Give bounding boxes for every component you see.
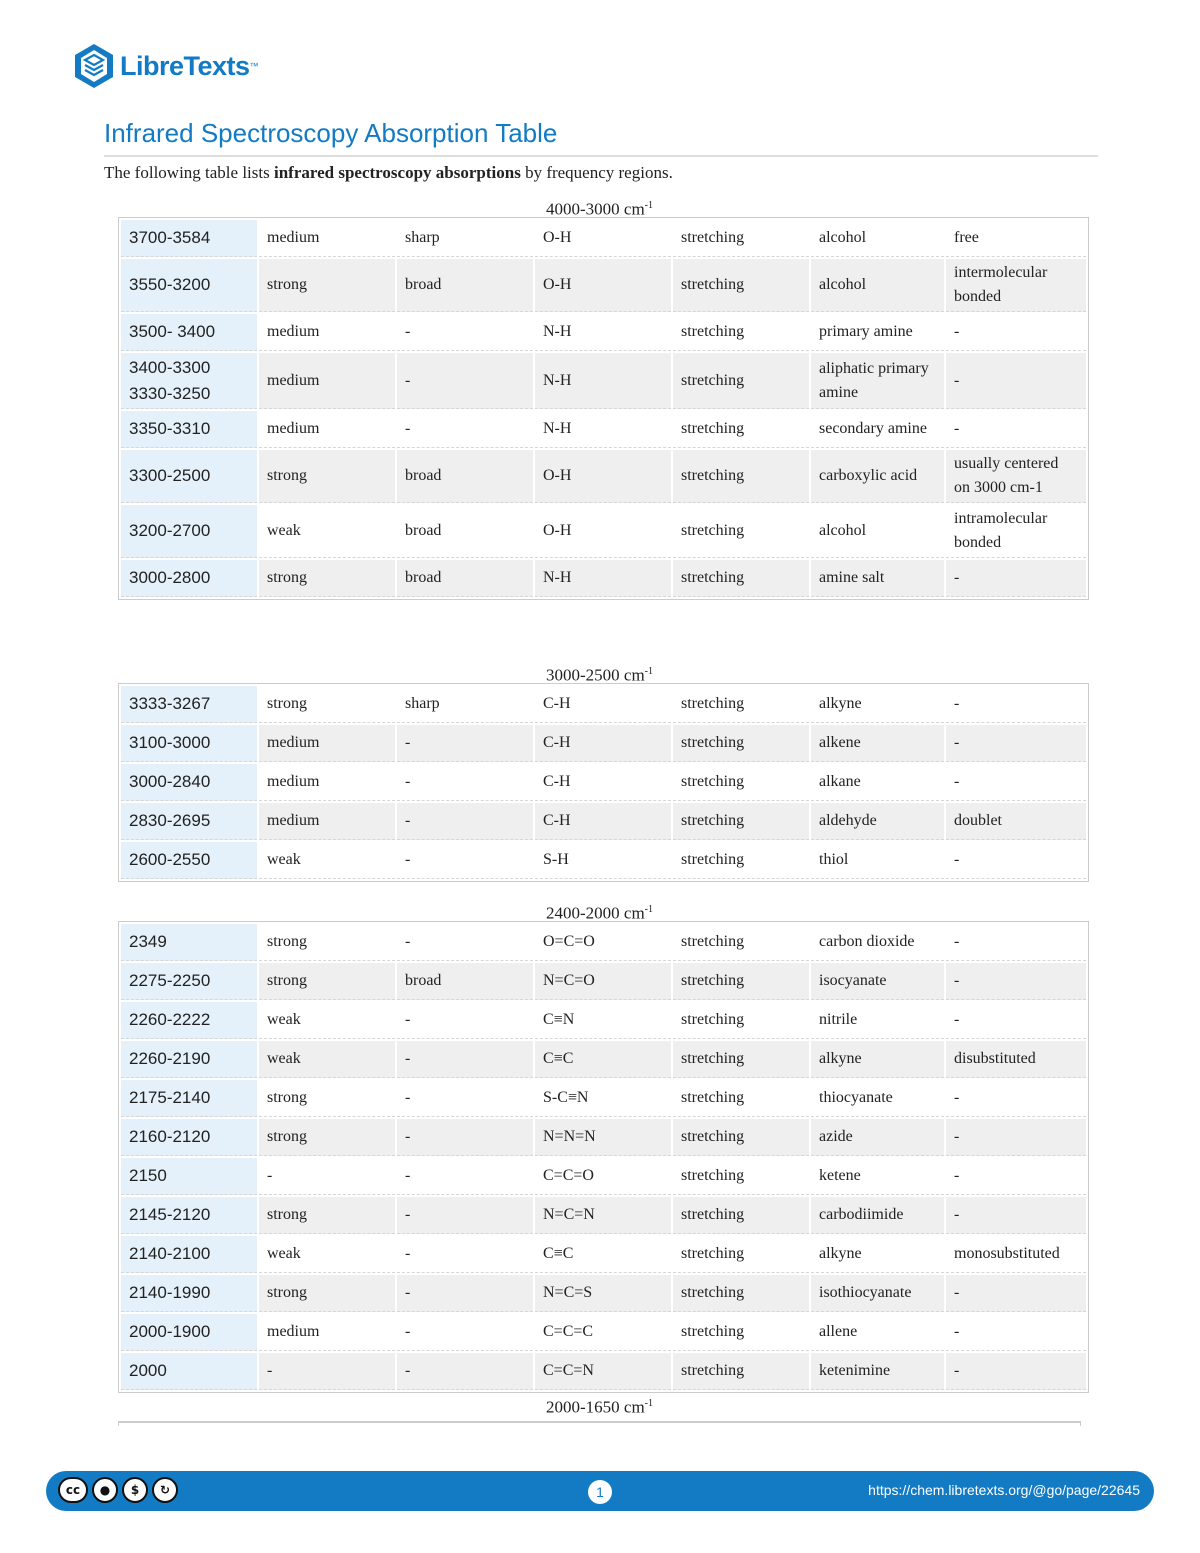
bond-cell: N-H: [535, 314, 671, 351]
compound-class-cell: thiol: [811, 842, 944, 879]
intro-before: The following table lists: [104, 163, 274, 182]
frequency-cell: 2175-2140: [121, 1080, 257, 1117]
table-row: [121, 259, 1086, 312]
caption-text: 2400-2000 cm: [545, 903, 645, 923]
comment-cell: free: [946, 220, 1086, 257]
bond-cell: C-H: [535, 803, 671, 840]
intensity-cell: strong: [259, 963, 395, 1000]
frequency-cell: 2830-2695: [121, 803, 257, 840]
table-section-3: [118, 899, 1081, 1393]
compound-class-cell: aldehyde: [811, 803, 944, 840]
compound-class-cell: allene: [811, 1314, 944, 1351]
shape-cell: -: [397, 924, 533, 961]
shape-cell: -: [397, 842, 533, 879]
caption-sup: -1: [644, 200, 654, 211]
compound-class-cell: secondary amine: [811, 411, 944, 448]
table-row: [121, 1002, 1086, 1039]
comment-cell: -: [946, 924, 1086, 961]
compound-class-cell: alcohol: [811, 259, 944, 312]
comment-cell: -: [946, 725, 1086, 762]
vibration-cell: stretching: [673, 505, 809, 558]
bond-cell: N-H: [535, 353, 671, 409]
table-row: [121, 1236, 1086, 1273]
comment-cell: -: [946, 1119, 1086, 1156]
frequency-cell: 3350-3310: [121, 411, 257, 448]
compound-class-cell: azide: [811, 1119, 944, 1156]
nc-icon: $: [122, 1477, 148, 1503]
compound-class-cell: carbodiimide: [811, 1197, 944, 1234]
table-row: [121, 1080, 1086, 1117]
frequency-cell: 2145-2120: [121, 1197, 257, 1234]
compound-class-cell: alcohol: [811, 220, 944, 257]
bond-cell: O-H: [535, 220, 671, 257]
vibration-cell: stretching: [673, 764, 809, 801]
comment-cell: -: [946, 1353, 1086, 1390]
table-row: [121, 963, 1086, 1000]
table-row: [121, 1158, 1086, 1195]
bond-cell: C≡C: [535, 1236, 671, 1273]
frequency-cell: 2000: [121, 1353, 257, 1390]
vibration-cell: stretching: [673, 686, 809, 723]
table-row: [121, 842, 1086, 879]
bond-cell: N=C=S: [535, 1275, 671, 1312]
shape-cell: broad: [397, 560, 533, 597]
compound-class-cell: isocyanate: [811, 963, 944, 1000]
license-badge[interactable]: [58, 1477, 178, 1503]
compound-class-cell: alcohol: [811, 505, 944, 558]
compound-class-cell: aliphatic primary amine: [811, 353, 944, 409]
shape-cell: -: [397, 1158, 533, 1195]
compound-class-cell: alkyne: [811, 686, 944, 723]
libretexts-logo[interactable]: [72, 40, 259, 92]
page-title: Infrared Spectroscopy Absorption Table: [104, 118, 1098, 157]
intensity-cell: strong: [259, 259, 395, 312]
frequency-cell: 2600-2550: [121, 842, 257, 879]
vibration-cell: stretching: [673, 725, 809, 762]
table-row: [121, 220, 1086, 257]
intensity-cell: strong: [259, 924, 395, 961]
comment-cell: -: [946, 1080, 1086, 1117]
frequency-cell: 3400-3300 3330-3250: [121, 353, 257, 409]
shape-cell: -: [397, 1197, 533, 1234]
shape-cell: -: [397, 725, 533, 762]
frequency-cell: 2140-1990: [121, 1275, 257, 1312]
vibration-cell: stretching: [673, 924, 809, 961]
intensity-cell: medium: [259, 1314, 395, 1351]
vibration-cell: stretching: [673, 450, 809, 503]
shape-cell: broad: [397, 450, 533, 503]
shape-cell: broad: [397, 963, 533, 1000]
bond-cell: N-H: [535, 560, 671, 597]
frequency-cell: 2160-2120: [121, 1119, 257, 1156]
caption-sup: -1: [644, 666, 654, 677]
bond-cell: N=C=O: [535, 963, 671, 1000]
compound-class-cell: amine salt: [811, 560, 944, 597]
intro-after: by frequency regions.: [520, 163, 673, 182]
bond-cell: C-H: [535, 686, 671, 723]
shape-cell: broad: [397, 505, 533, 558]
table-row: [121, 686, 1086, 723]
absorption-table: [118, 921, 1089, 1393]
frequency-cell: 3300-2500: [121, 450, 257, 503]
table-section-4: [118, 1393, 1081, 1415]
intensity-cell: medium: [259, 314, 395, 351]
bond-cell: S-H: [535, 842, 671, 879]
table-body: [121, 220, 1086, 597]
intro-bold: infrared spectroscopy absorptions: [273, 163, 521, 182]
intensity-cell: strong: [259, 686, 395, 723]
bond-cell: C≡C: [535, 1041, 671, 1078]
comment-cell: -: [946, 1314, 1086, 1351]
shape-cell: -: [397, 411, 533, 448]
absorption-table-continued: [118, 1421, 1081, 1426]
bond-cell: C=C=O: [535, 1158, 671, 1195]
intensity-cell: medium: [259, 764, 395, 801]
frequency-cell: 2000-1900: [121, 1314, 257, 1351]
table-row: [121, 803, 1086, 840]
comment-cell: -: [946, 353, 1086, 409]
vibration-cell: stretching: [673, 1236, 809, 1273]
table-row: [121, 411, 1086, 448]
libretexts-logo-icon: [72, 42, 116, 90]
vibration-cell: stretching: [673, 411, 809, 448]
vibration-cell: stretching: [673, 1314, 809, 1351]
frequency-cell: 2150: [121, 1158, 257, 1195]
by-icon: ●: [92, 1477, 118, 1503]
intensity-cell: weak: [259, 842, 395, 879]
compound-class-cell: alkyne: [811, 1041, 944, 1078]
bond-cell: N-H: [535, 411, 671, 448]
comment-cell: usually centered on 3000 cm-1: [946, 450, 1086, 503]
bond-cell: O-H: [535, 450, 671, 503]
comment-cell: intermolecular bonded: [946, 259, 1086, 312]
bond-cell: C≡N: [535, 1002, 671, 1039]
frequency-cell: 2260-2190: [121, 1041, 257, 1078]
vibration-cell: stretching: [673, 1158, 809, 1195]
bond-cell: N=N=N: [535, 1119, 671, 1156]
comment-cell: -: [946, 1197, 1086, 1234]
shape-cell: -: [397, 1002, 533, 1039]
vibration-cell: stretching: [673, 560, 809, 597]
bond-cell: C-H: [535, 725, 671, 762]
table-row: [121, 560, 1086, 597]
vibration-cell: stretching: [673, 1119, 809, 1156]
intensity-cell: medium: [259, 220, 395, 257]
shape-cell: -: [397, 1275, 533, 1312]
table-caption: [118, 195, 1081, 217]
frequency-cell: 2140-2100: [121, 1236, 257, 1273]
table-row: [121, 1353, 1086, 1390]
frequency-cell: 3550-3200: [121, 259, 257, 312]
caption-text: 3000-2500 cm: [545, 665, 645, 685]
compound-class-cell: alkene: [811, 725, 944, 762]
intensity-cell: -: [259, 1353, 395, 1390]
comment-cell: -: [946, 686, 1086, 723]
vibration-cell: stretching: [673, 1041, 809, 1078]
vibration-cell: stretching: [673, 314, 809, 351]
intensity-cell: weak: [259, 505, 395, 558]
table-caption: [118, 661, 1081, 683]
vibration-cell: stretching: [673, 1080, 809, 1117]
table-row: [121, 1275, 1086, 1312]
comment-cell: -: [946, 764, 1086, 801]
comment-cell: doublet: [946, 803, 1086, 840]
shape-cell: -: [397, 764, 533, 801]
compound-class-cell: thiocyanate: [811, 1080, 944, 1117]
shape-cell: -: [397, 1080, 533, 1117]
bond-cell: O-H: [535, 259, 671, 312]
shape-cell: -: [397, 1353, 533, 1390]
intensity-cell: medium: [259, 411, 395, 448]
shape-cell: sharp: [397, 686, 533, 723]
table-row: [121, 1041, 1086, 1078]
vibration-cell: stretching: [673, 803, 809, 840]
shape-cell: -: [397, 803, 533, 840]
frequency-cell: 3000-2840: [121, 764, 257, 801]
comment-cell: -: [946, 842, 1086, 879]
table-row: [121, 924, 1086, 961]
table-caption: [118, 899, 1081, 921]
intensity-cell: strong: [259, 450, 395, 503]
compound-class-cell: alkane: [811, 764, 944, 801]
vibration-cell: stretching: [673, 1275, 809, 1312]
shape-cell: -: [397, 314, 533, 351]
table-row: [121, 1197, 1086, 1234]
page-url-link[interactable]: https://chem.libretexts.org/@go/page/22645: [868, 1482, 1140, 1498]
table-row: [121, 1119, 1086, 1156]
shape-cell: -: [397, 353, 533, 409]
intensity-cell: strong: [259, 1275, 395, 1312]
bond-cell: S-C≡N: [535, 1080, 671, 1117]
absorption-table: [118, 217, 1089, 600]
shape-cell: sharp: [397, 220, 533, 257]
compound-class-cell: isothiocyanate: [811, 1275, 944, 1312]
vibration-cell: stretching: [673, 220, 809, 257]
table-caption: [118, 1393, 1081, 1415]
frequency-cell: 3000-2800: [121, 560, 257, 597]
caption-sup: -1: [644, 904, 654, 915]
compound-class-cell: ketenimine: [811, 1353, 944, 1390]
frequency-cell: 2260-2222: [121, 1002, 257, 1039]
intensity-cell: weak: [259, 1002, 395, 1039]
comment-cell: -: [946, 1002, 1086, 1039]
intensity-cell: medium: [259, 725, 395, 762]
bond-cell: O=C=O: [535, 924, 671, 961]
intensity-cell: -: [259, 1158, 395, 1195]
intro-paragraph: [104, 163, 673, 183]
compound-class-cell: primary amine: [811, 314, 944, 351]
table-row: [121, 505, 1086, 558]
frequency-cell: 3700-3584: [121, 220, 257, 257]
table-section-1: [118, 195, 1081, 600]
table-row: [121, 764, 1086, 801]
cc-icon: cc: [58, 1477, 88, 1503]
bond-cell: C=C=C: [535, 1314, 671, 1351]
absorption-table: [118, 683, 1089, 882]
bond-cell: C=C=N: [535, 1353, 671, 1390]
vibration-cell: stretching: [673, 259, 809, 312]
vibration-cell: stretching: [673, 842, 809, 879]
comment-cell: monosubstituted: [946, 1236, 1086, 1273]
comment-cell: -: [946, 1158, 1086, 1195]
frequency-cell: 3333-3267: [121, 686, 257, 723]
frequency-cell: 3500- 3400: [121, 314, 257, 351]
bond-cell: N=C=N: [535, 1197, 671, 1234]
intensity-cell: strong: [259, 1080, 395, 1117]
table-section-2: [118, 661, 1081, 882]
vibration-cell: stretching: [673, 963, 809, 1000]
frequency-cell: 3200-2700: [121, 505, 257, 558]
intensity-cell: medium: [259, 803, 395, 840]
intensity-cell: weak: [259, 1236, 395, 1273]
frequency-cell: 2349: [121, 924, 257, 961]
compound-class-cell: carbon dioxide: [811, 924, 944, 961]
comment-cell: -: [946, 560, 1086, 597]
table-body: [121, 686, 1086, 879]
table-row: [121, 1314, 1086, 1351]
shape-cell: -: [397, 1314, 533, 1351]
compound-class-cell: ketene: [811, 1158, 944, 1195]
vibration-cell: stretching: [673, 353, 809, 409]
shape-cell: -: [397, 1041, 533, 1078]
caption-sup: -1: [644, 1398, 654, 1409]
caption-text: 4000-3000 cm: [545, 199, 645, 219]
shape-cell: broad: [397, 259, 533, 312]
comment-cell: -: [946, 963, 1086, 1000]
compound-class-cell: alkyne: [811, 1236, 944, 1273]
comment-cell: intramolecular bonded: [946, 505, 1086, 558]
table-row: [121, 725, 1086, 762]
vibration-cell: stretching: [673, 1353, 809, 1390]
page-footer: [46, 1471, 1154, 1511]
intensity-cell: medium: [259, 353, 395, 409]
comment-cell: disubstituted: [946, 1041, 1086, 1078]
sa-icon: ↻: [152, 1477, 178, 1503]
page-number: 1: [588, 1480, 612, 1504]
vibration-cell: stretching: [673, 1002, 809, 1039]
compound-class-cell: nitrile: [811, 1002, 944, 1039]
table-body: [121, 924, 1086, 1390]
intensity-cell: strong: [259, 1197, 395, 1234]
shape-cell: -: [397, 1119, 533, 1156]
comment-cell: -: [946, 314, 1086, 351]
comment-cell: -: [946, 1275, 1086, 1312]
logo-trademark: ™: [249, 61, 259, 71]
comment-cell: -: [946, 411, 1086, 448]
bond-cell: C-H: [535, 764, 671, 801]
logo-wordmark: LibreTexts: [120, 50, 250, 81]
table-row: [121, 353, 1086, 409]
table-row: [121, 314, 1086, 351]
frequency-cell: 2275-2250: [121, 963, 257, 1000]
frequency-cell: 3100-3000: [121, 725, 257, 762]
caption-text: 2000-1650 cm: [545, 1397, 645, 1417]
intensity-cell: strong: [259, 560, 395, 597]
intensity-cell: weak: [259, 1041, 395, 1078]
intensity-cell: strong: [259, 1119, 395, 1156]
bond-cell: O-H: [535, 505, 671, 558]
vibration-cell: stretching: [673, 1197, 809, 1234]
compound-class-cell: carboxylic acid: [811, 450, 944, 503]
table-row: [121, 450, 1086, 503]
shape-cell: -: [397, 1236, 533, 1273]
